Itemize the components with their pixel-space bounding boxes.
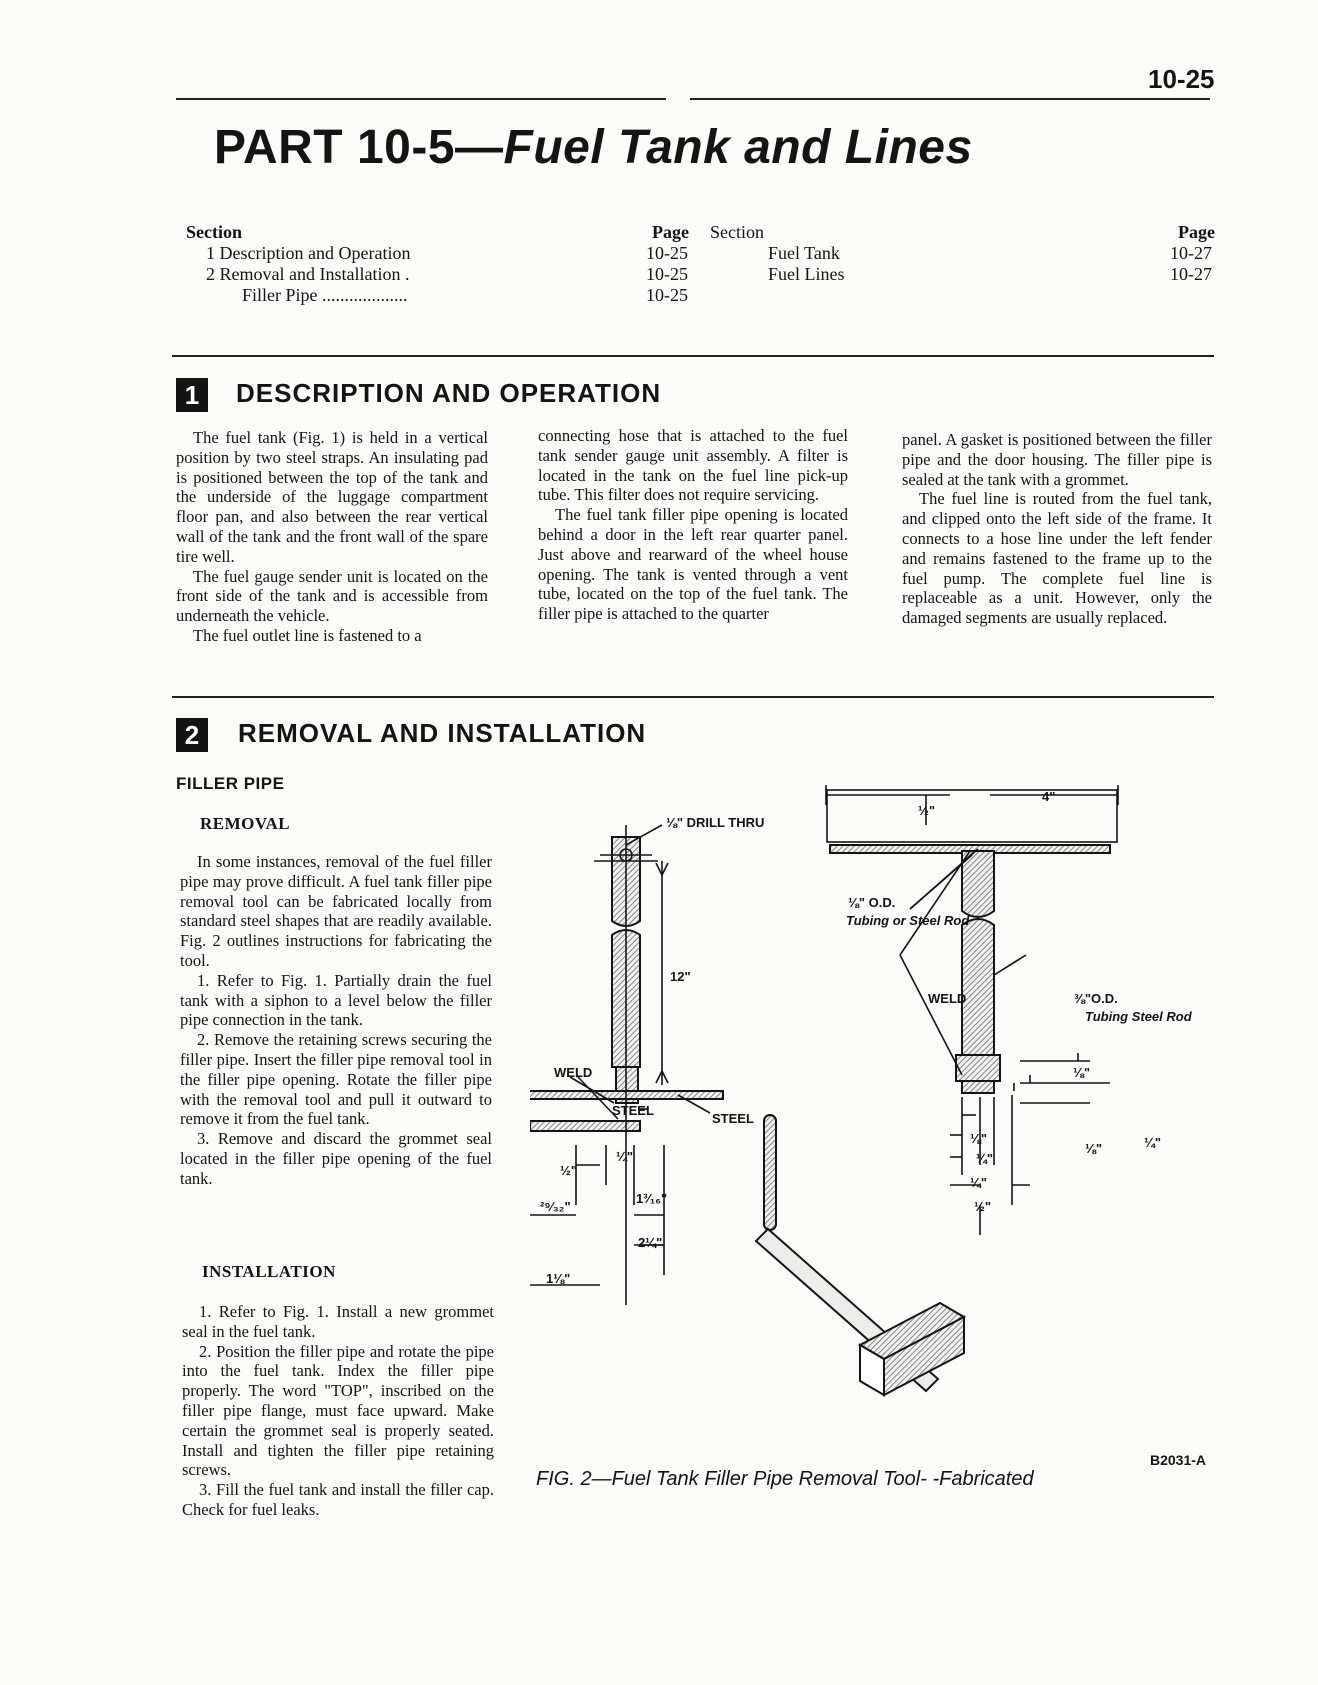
step: 2. Position the filler pipe and rotate the pipe into the fuel tank. Index the filler pipe properly. The word "TOP", inscribed on the filler pipe flange, must face upward. Make certain the grommet seal is properly seated. Install and tighten the filler pipe retaining screws. (182, 1341, 494, 1480)
label-half-a: ½" (560, 1163, 578, 1178)
label-steel-inner: STEEL (612, 1103, 654, 1118)
label-12: 12" (670, 969, 691, 984)
toc-section-header: Section (186, 222, 242, 242)
right-pipe-hub (956, 1055, 1000, 1081)
section1-rule (172, 355, 1214, 357)
tool-perspective-drawing (756, 1115, 964, 1395)
label-quarter-r3: ¼" (1144, 1135, 1162, 1150)
label-od-large: ⅜"O.D. (1074, 991, 1118, 1006)
label-weld-left: WELD (554, 1065, 593, 1080)
toc-row: Fuel Lines (768, 264, 845, 284)
paragraph: The fuel outlet line is fastened to a (193, 625, 422, 645)
section1-title: DESCRIPTION AND OPERATION (236, 378, 662, 408)
label-eighth-r3: ⅛" (1085, 1141, 1103, 1156)
label-half-top: ½" (918, 803, 936, 818)
paragraph: The fuel tank (Fig. 1) is held in a vertical position by two steel straps. An insulating pad is positioned between the top of the tank and the underside of the luggage compartment floor pan, and also between the rear vertical wall of the tank and the front wall of the spare tire well. (176, 428, 488, 566)
section2-title: REMOVAL AND INSTALLATION (238, 718, 647, 748)
page-number: 10-25 (1148, 64, 1215, 94)
label-weld-right: WELD (928, 991, 967, 1006)
label-half-r: ½" (974, 1199, 992, 1214)
toc-row: 1 Description and Operation (206, 243, 411, 263)
part-title (214, 120, 973, 175)
installation-text (182, 1302, 494, 1520)
label-eighth-r1: ⅛" (1073, 1065, 1091, 1080)
step: 1. Refer to Fig. 1. Install a new grommet seal in the fuel tank. (182, 1302, 494, 1341)
part-title-tail: Fuel Tank and Lines (503, 121, 973, 174)
paragraph: The fuel gauge sender unit is located on the front side of the tank and is accessible from underneath the vehicle. (176, 566, 488, 626)
figure-code: B2031-A (1150, 1452, 1207, 1468)
toc-row: Filler Pipe ................... (242, 285, 408, 305)
header-rule-right (690, 98, 1210, 100)
label-1-3-16: 1³⁄₁₆" (636, 1191, 668, 1206)
toc-right-pages: 10-27 10-27 (1170, 243, 1212, 284)
label-29-32: ²⁹⁄₃₂" (540, 1199, 571, 1214)
section1-col2 (538, 426, 848, 624)
header-rule-left (176, 98, 666, 100)
installation-heading: INSTALLATION (202, 1262, 336, 1281)
step: 1. Refer to Fig. 1. Partially drain the fuel tank with a siphon to a level below the filler pipe connection in the tank. (180, 970, 492, 1030)
section1-col3 (902, 430, 1212, 628)
paragraph: connecting hose that is attached to the fuel tank sender gauge unit assembly. A filter is located in the tank on the fuel line pick-up tube. This filter does not require servicing. (538, 426, 848, 505)
toc-page-header: Page (652, 222, 689, 242)
toc-right (710, 222, 1220, 285)
paragraph: The fuel tank filler pipe opening is located behind a door in the left rear quarter panel. Just above and rearward of the wheel house opening. The tank is vented through a vent tube, located on the top of the fuel tank. The filler pipe is attached to the quarter (538, 505, 848, 624)
right-tool-drawing (827, 790, 1117, 1093)
filler-pipe-tool-figure (530, 785, 1230, 1445)
figure-caption: FIG. 2—Fuel Tank Filler Pipe Removal Tool- -Fabricated (536, 1468, 1034, 1490)
right-pipe-lower (962, 919, 994, 1055)
step: 2. Remove the retaining screws securing the filler pipe. Insert the filler pipe removal tool in the filler pipe opening. Rotate the filler pipe with the removal tool and pull it outward to remove it from the fuel tank. (180, 1030, 492, 1129)
removal-heading: REMOVAL (200, 814, 291, 833)
right-pipe-upper (962, 851, 994, 917)
label-1-1-8: 1⅛" (546, 1271, 571, 1286)
toc-left-pages: 10-25 10-25 10-25 (646, 243, 688, 305)
step: 3. Fill the fuel tank and install the filler cap. Check for fuel leaks. (182, 1480, 494, 1519)
section2-rule (172, 696, 1214, 698)
label-4: 4" (1042, 789, 1056, 804)
label-steel-outer: STEEL (712, 1111, 754, 1126)
label-tubing-large: Tubing Steel Rod (1085, 1009, 1192, 1024)
toc-row: 2 Removal and Installation . (206, 264, 410, 284)
toc-left (186, 222, 706, 306)
label-quarter-a: ¼" (616, 1149, 634, 1164)
toc-row: Fuel Tank (768, 243, 840, 263)
paragraph: In some instances, removal of the fuel filler pipe may prove difficult. A fuel tank filler pipe removal tool can be fabricated locally from standard steel shapes that are readily available. Fig. 2 outlines instructions for fabricating the tool. (180, 852, 492, 970)
toc-page-header-2: Page (1178, 222, 1215, 242)
label-od-small: ⅛" O.D. (848, 895, 896, 910)
removal-text (180, 852, 492, 1189)
label-quarter-r1: ¼" (976, 1151, 994, 1166)
section2-number: 2 (176, 718, 208, 752)
label-quarter-r2: ¼" (970, 1175, 988, 1190)
section1-col1 (176, 428, 488, 646)
filler-pipe-subhead: FILLER PIPE (176, 774, 285, 793)
left-steel-bar-bottom (530, 1121, 640, 1131)
label-eighth-r2: ⅛" (970, 1131, 988, 1146)
step: 3. Remove and discard the grommet seal located in the filler pipe opening of the fuel tank. (180, 1129, 492, 1188)
paragraph: panel. A gasket is positioned between the filler pipe and the door housing. The filler pipe is sealed at the tank with a grommet. (902, 430, 1212, 489)
section1-number: 1 (176, 378, 208, 412)
label-drill: ⅛" DRILL THRU (666, 815, 765, 830)
paragraph: The fuel line is routed from the fuel tank, and clipped onto the left side of the frame. It connects to a hose line under the left fender and remains fastened to the frame up to the fuel pump. The complete fuel line is replaceable as a unit. However, only the damaged segments are usually replaced. (902, 489, 1212, 628)
toc-section-header-2: Section (710, 222, 764, 242)
label-tubing-small: Tubing or Steel Rod (846, 913, 970, 928)
part-title-lead: PART 10-5— (214, 121, 504, 174)
label-2-1-4: 2¼" (638, 1235, 663, 1250)
